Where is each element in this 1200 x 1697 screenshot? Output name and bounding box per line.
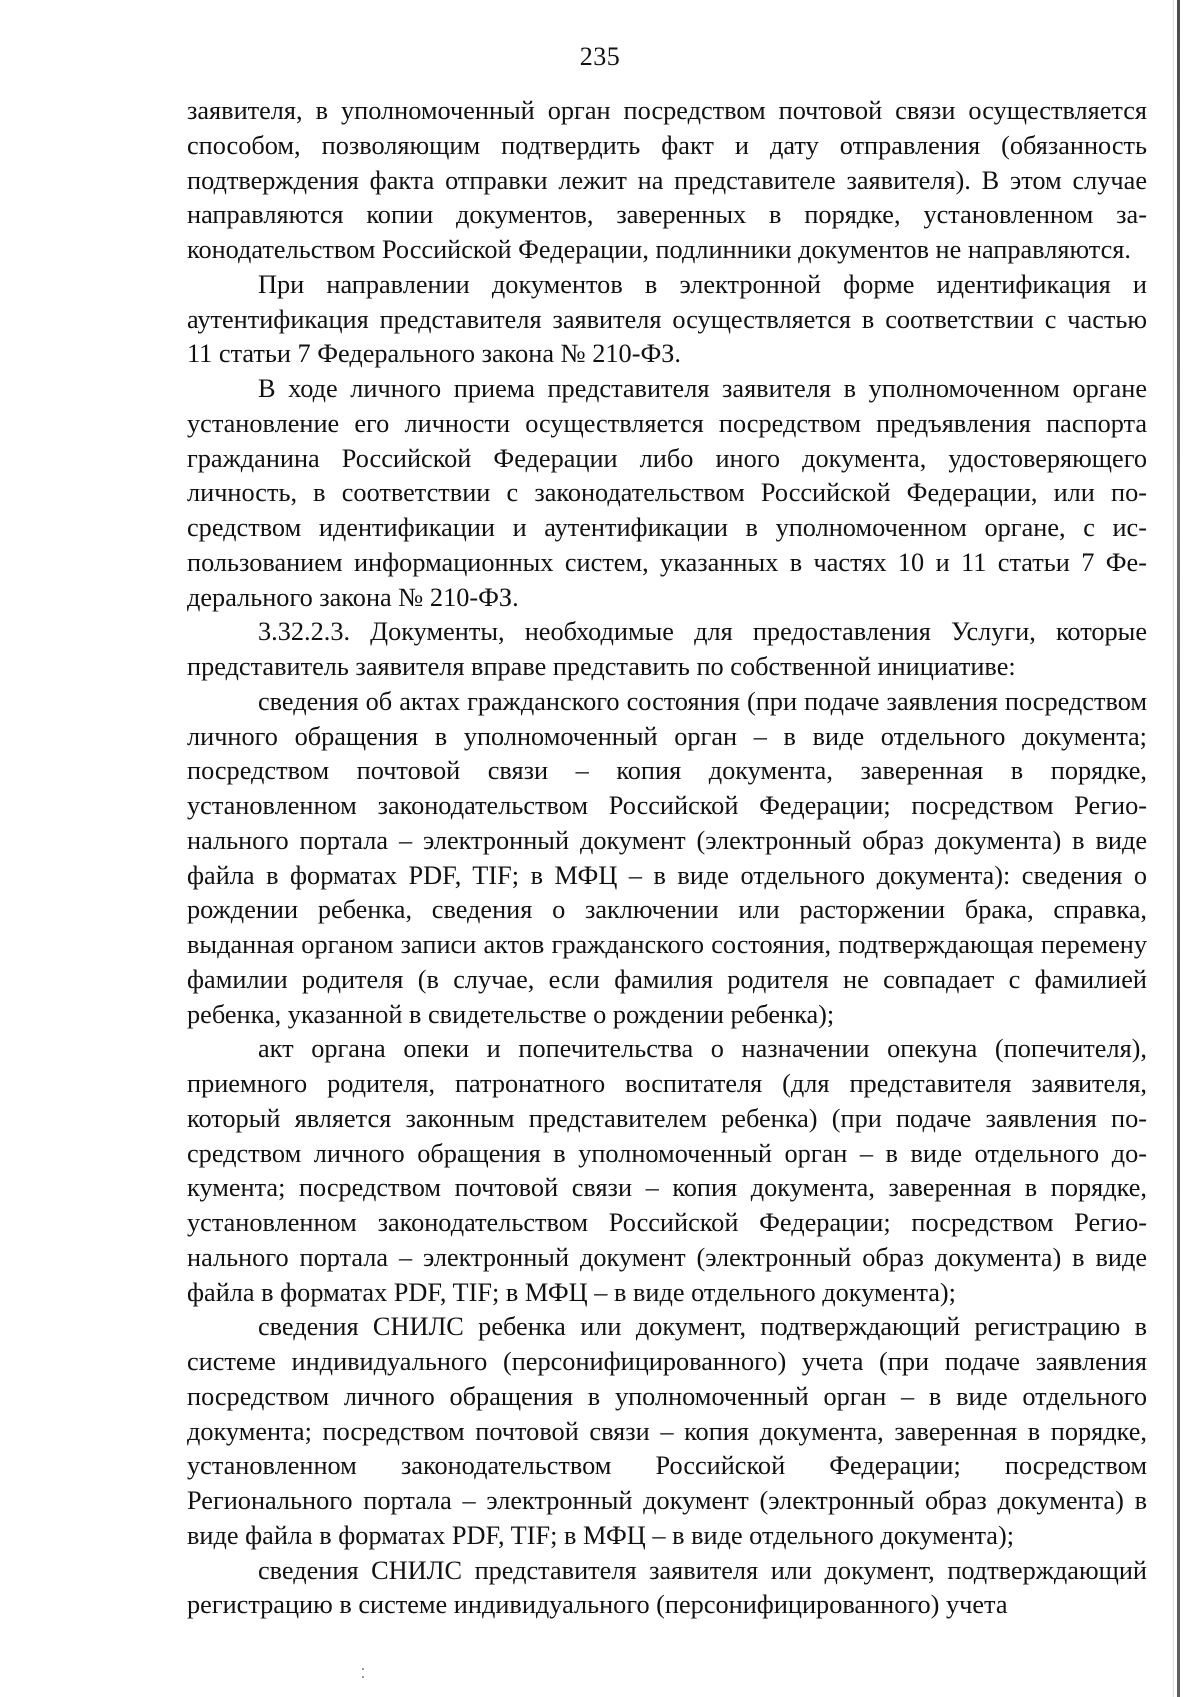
scan-speck bbox=[362, 1668, 364, 1670]
paragraph-continuation: заявителя, в уполномоченный орган посредством почтовой связи осуществляется способом, позволяющим подтвердить факт и дату отправления (обязанность подтверждения факта отправки лежит на представителе заявителя). В этом случае направляются копии документов, заверенных в порядке, установленном законодательством Российской Федерации, подлинники документов не направляются. bbox=[187, 96, 1147, 264]
page-number: 235 bbox=[579, 42, 621, 71]
paragraph-section-3-32-2-3: 3.32.2.3. Документы, необходимые для предоставления Услуги, которые представитель заявителя вправе представить по собственной инициативе: bbox=[187, 617, 1147, 681]
document-body bbox=[187, 94, 1147, 1623]
paragraph-guardianship-act: акт органа опеки и попечительства о назначении опекуна (попечителя), приемного родителя, патронатного воспитателя (для представителя заявителя, который является законным представителем ребенка) (при подаче заявления посредством личного обращения в уполномоченный орган – в виде отдельного документа; посредством почтовой связи – копия документа, заверенная в порядке, установленном законодательством Российской Федерации; посредством Регионального портала – электронный документ (электронный образ документа) в виде файла в форматах PDF, TIF; в МФЦ – в виде отдельного документа); bbox=[187, 1034, 1147, 1307]
scan-speck bbox=[362, 1676, 364, 1678]
scan-border-shadow bbox=[1173, 0, 1174, 1697]
paragraph-electronic-identification: При направлении документов в электронной форме идентификация и аутентификация представителя заявителя осуществляется в соответствии с частью 11 статьи 7 Федерального закона № 210-ФЗ. bbox=[187, 269, 1147, 369]
paragraph-civil-status-records: сведения об актах гражданского состояния (при подаче заявления посредством личного обращения в уполномоченный орган – в виде отдельного документа; посредством почтовой связи – копия документа, заверенная в порядке, установленном законодательством Российской Федерации; посредством Регионального портала – электронный документ (электронный образ документа) в виде файла в форматах PDF, TIF; в МФЦ – в виде отдельного документа): сведения о рождении ребенка, сведения о заключении или расторжении брака, справка, выданная органом записи актов гражданского состояния, подтверждающая перемену фамилии родителя (в случае, если фамилия родителя не совпадает с фамилией ребенка, указанной в свидетельстве о рождении ребенка); bbox=[187, 686, 1147, 1029]
scan-border-line bbox=[1177, 0, 1180, 1697]
paragraph-child-snils: сведения СНИЛС ребенка или документ, подтверждающий регистрацию в системе индивидуального (персонифицированного) учета (при подаче заявления посредством личного обращения в уполномоченный орган – в виде отдельного документа; посредством почтовой связи – копия документа, заверенная в порядке, установленном законодательством Российской Федерации; посредством Регионального портала – электронный документ (электронный образ документа) в виде файла в форматах PDF, TIF; в МФЦ – в виде отдельного документа); bbox=[187, 1312, 1147, 1550]
paragraph-personal-reception: В ходе личного приема представителя заявителя в уполномоченном органе установление его личности осуществляется посредством предъявления паспорта гражданина Российской Федерации либо иного документа, удостоверяющего личность, в соответствии с законодательством Российской Федерации, или посредством идентификации и аутентификации в уполномоченном органе, с использованием информационных систем, указанных в частях 10 и 11 статьи 7 Федерального закона № 210-ФЗ. bbox=[187, 374, 1147, 612]
paragraph-representative-snils: сведения СНИЛС представителя заявителя или документ, подтверждающий регистрацию в системе индивидуального (персонифицированного) учета bbox=[187, 1555, 1147, 1620]
